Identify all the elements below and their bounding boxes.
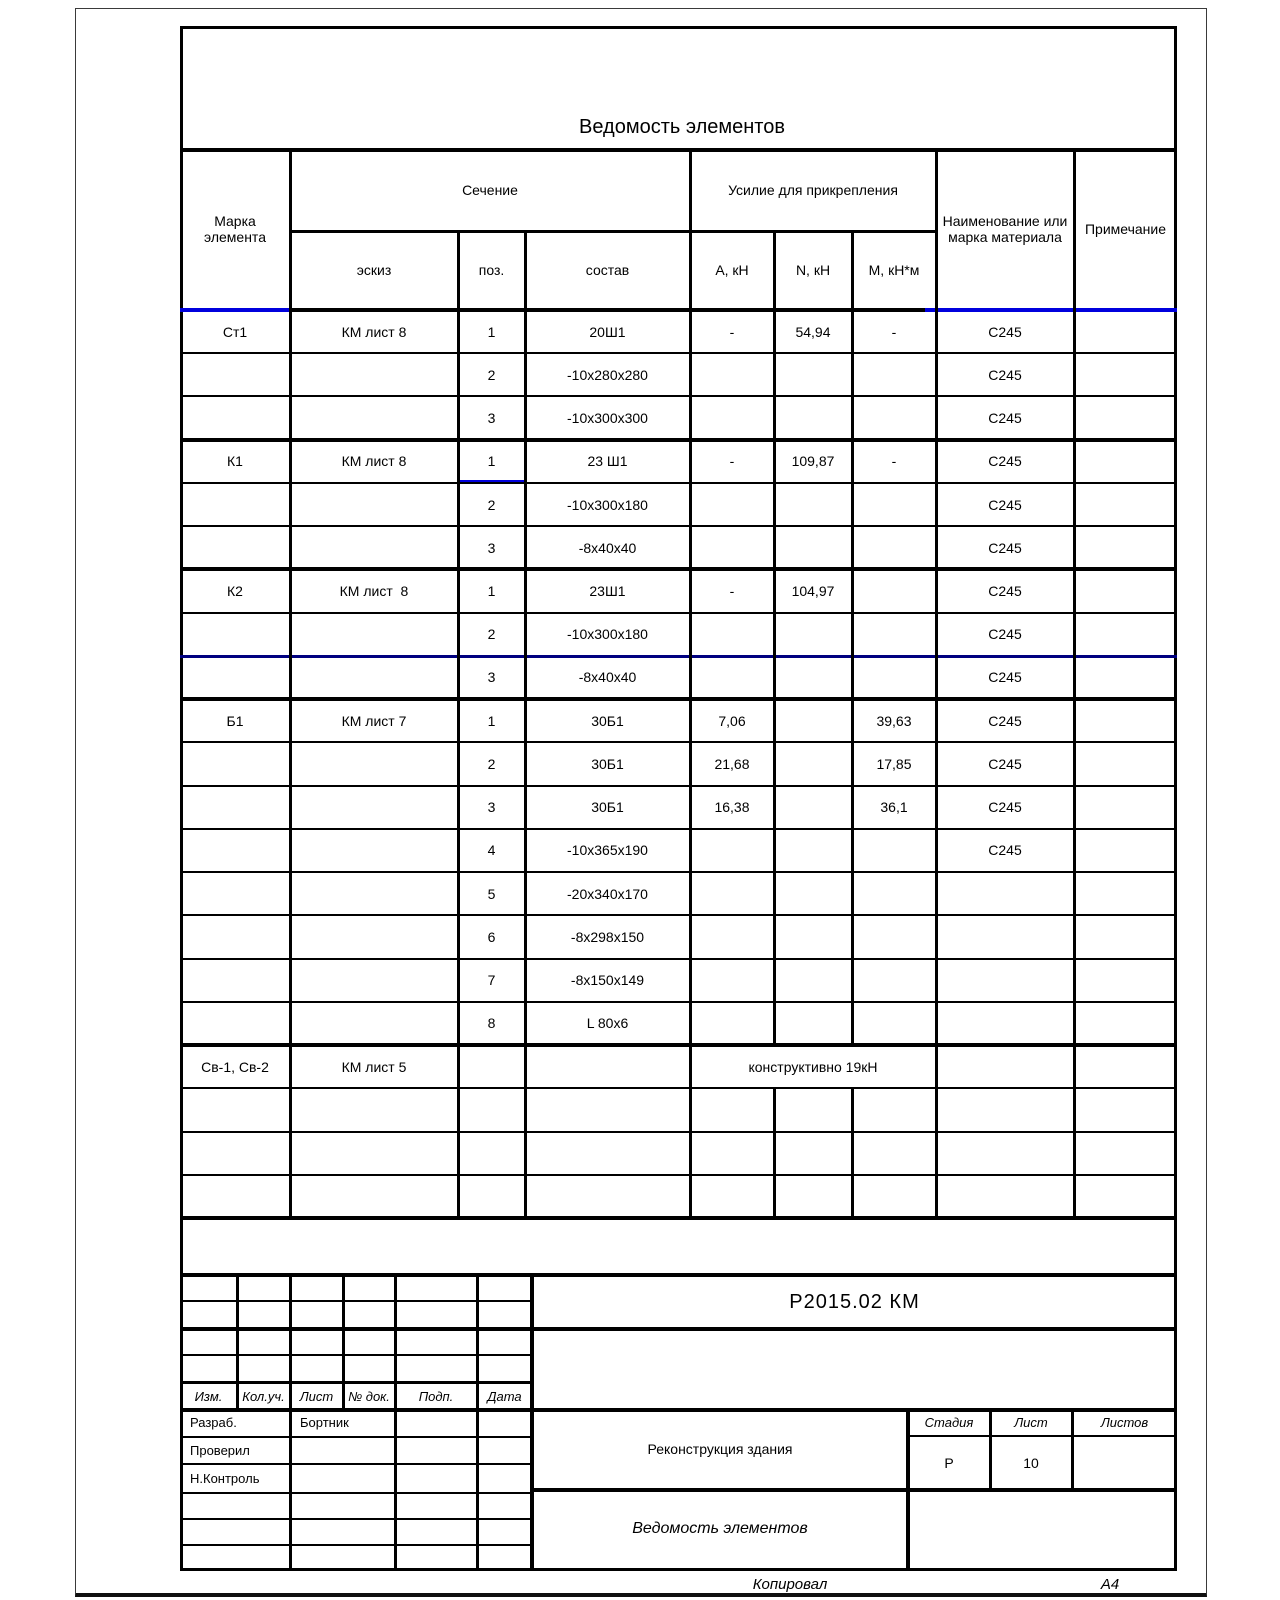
- table-title: Ведомость элементов: [579, 115, 785, 138]
- table-cell: -20х340х170: [567, 885, 648, 902]
- titleblock-label-izm: Изм.: [194, 1388, 223, 1404]
- titleblock-project-name: Реконструкция здания: [647, 1440, 793, 1457]
- header-force: Усилие для прикрепления: [728, 181, 898, 198]
- table-cell: С245: [988, 410, 1022, 427]
- titleblock-label-data: Дата: [487, 1388, 522, 1404]
- header-top-line: [180, 148, 1177, 152]
- table-cell: 1: [487, 582, 496, 599]
- table-cell: -10х300х300: [567, 410, 648, 427]
- table-cell: КМ лист 5: [341, 1058, 407, 1075]
- footer-format-label: А4: [1100, 1576, 1120, 1594]
- table-cell: 4: [487, 842, 496, 859]
- table-cell: -: [891, 323, 897, 340]
- footer-copied-label: Копировал: [752, 1576, 828, 1594]
- column-line: [773, 1088, 776, 1218]
- table-cell: 16,38: [714, 799, 750, 816]
- table-cell: 8: [487, 1015, 496, 1032]
- table-cell: 104,97: [791, 582, 835, 599]
- table-cell: 21,68: [714, 755, 750, 772]
- table-cell: КМ лист 8: [341, 453, 407, 470]
- table-cell: 1: [487, 323, 496, 340]
- table-cell: 23 Ш1: [587, 453, 628, 470]
- docnum-bottom-line: [180, 1327, 1177, 1331]
- header-sub-line: [290, 230, 936, 233]
- header-m: М, кН*м: [868, 261, 920, 278]
- table-cell: КМ лист 8: [339, 582, 409, 599]
- table-cell: -10х300х180: [567, 626, 648, 643]
- table-cell: С245: [988, 453, 1022, 470]
- table-cell: С245: [988, 799, 1022, 816]
- titleblock-label-kol: Кол.уч.: [242, 1388, 285, 1404]
- table-cell: 7,06: [718, 712, 746, 729]
- titleblock-line: [180, 1518, 532, 1520]
- table-cell: С245: [988, 582, 1022, 599]
- table-cell: 23Ш1: [589, 582, 626, 599]
- header-poz: поз.: [478, 261, 505, 278]
- revision-line: [180, 1354, 532, 1356]
- table-cell: К1: [227, 453, 243, 470]
- table-cell: 3: [487, 669, 496, 686]
- table-cell: С245: [988, 366, 1022, 383]
- table-cell: 2: [487, 366, 496, 383]
- table-cell: С245: [988, 539, 1022, 556]
- titleblock-label-ndoc: № док.: [348, 1388, 390, 1404]
- table-cell: 3: [487, 799, 496, 816]
- table-cell: -: [729, 582, 735, 599]
- column-line: [773, 232, 776, 1045]
- table-cell: 36,1: [880, 799, 908, 816]
- table-cell: 3: [487, 410, 496, 427]
- header-material: Наименование или марка материала: [942, 212, 1068, 245]
- table-cell: -8х298х150: [570, 928, 645, 945]
- table-cell: 5: [487, 885, 496, 902]
- table-cell: 30Б1: [591, 799, 624, 816]
- titleblock-label-listov: Листов: [1100, 1414, 1149, 1430]
- table-cell: 3: [487, 539, 496, 556]
- table-cell: 7: [487, 972, 496, 989]
- table-cell: КМ лист 7: [341, 712, 407, 729]
- titleblock-sheets-total: [1072, 1437, 1177, 1489]
- header-eskiz: эскиз: [356, 261, 392, 278]
- table-cell: L 80х6: [586, 1015, 629, 1032]
- table-cell: С245: [988, 712, 1022, 729]
- table-cell: 30Б1: [591, 755, 624, 772]
- table-cell: 30Б1: [591, 712, 624, 729]
- table-cell: С245: [988, 842, 1022, 859]
- table-cell: -10х300х180: [567, 496, 648, 513]
- table-cell: 2: [487, 755, 496, 772]
- table-bottom-line: [180, 1216, 1177, 1220]
- table-cell: К2: [227, 582, 243, 599]
- table-cell: С245: [988, 496, 1022, 513]
- cell-merged-force: конструктивно 19кН: [748, 1058, 878, 1075]
- titleblock-label-list: Лист: [299, 1388, 334, 1404]
- table-cell: 17,85: [876, 755, 912, 772]
- table-cell: -8х40х40: [578, 539, 637, 556]
- header-n: N, кН: [795, 261, 831, 278]
- titleblock-stage-value: Р: [944, 1454, 954, 1471]
- table-cell: 39,63: [876, 712, 912, 729]
- table-cell: -: [891, 453, 897, 470]
- revision-line: [180, 1381, 532, 1384]
- titleblock-role-proveril: Проверил: [190, 1443, 250, 1459]
- table-cell: -: [729, 323, 735, 340]
- table-cell: -8х40х40: [578, 669, 637, 686]
- titleblock-name-razrab: Бортник: [300, 1415, 349, 1431]
- table-cell: -: [729, 453, 735, 470]
- titleblock-column-line: [476, 1275, 479, 1571]
- titleblock-doc-number: Р2015.02 КМ: [789, 1290, 920, 1313]
- table-cell: 6: [487, 928, 496, 945]
- table-cell: 1: [487, 453, 496, 470]
- table-cell: С245: [988, 626, 1022, 643]
- table-cell: -10х365х190: [567, 842, 648, 859]
- table-cell: С245: [988, 669, 1022, 686]
- table-cell: -8х150х149: [570, 972, 645, 989]
- row-line: [180, 1131, 1177, 1133]
- column-line: [851, 232, 854, 1045]
- table-cell: -10х280х280: [567, 366, 648, 383]
- titleblock-role-razrab: Разраб.: [190, 1415, 237, 1431]
- column-line: [851, 1088, 854, 1218]
- table-cell: 2: [487, 496, 496, 513]
- table-cell: С245: [988, 755, 1022, 772]
- titleblock-label-list2: Лист: [1014, 1414, 1048, 1430]
- revision-line: [180, 1300, 532, 1302]
- table-cell: 1: [487, 712, 496, 729]
- table-cell: 2: [487, 626, 496, 643]
- header-marka: Марка элемента: [204, 212, 266, 245]
- table-cell: КМ лист 8: [341, 323, 407, 340]
- titleblock-label-stadia: Стадия: [924, 1414, 974, 1430]
- titleblock-sheet-number: 10: [1023, 1454, 1039, 1471]
- table-cell: Ст1: [222, 323, 248, 340]
- header-a: А, кН: [715, 261, 749, 278]
- table-cell: С245: [988, 323, 1022, 340]
- table-cell: Св-1, Св-2: [201, 1058, 269, 1075]
- table-cell: 20Ш1: [589, 323, 626, 340]
- row-line: [180, 1174, 1177, 1176]
- header-section: Сечение: [462, 181, 518, 198]
- header-sostav: состав: [585, 261, 630, 278]
- table-cell: 109,87: [791, 453, 835, 470]
- table-cell: Б1: [226, 712, 244, 729]
- column-line: [1073, 150, 1076, 1218]
- titleblock-line: [180, 1544, 532, 1546]
- header-note: Примечание: [1084, 220, 1167, 237]
- table-cell: 54,94: [795, 323, 831, 340]
- titleblock-role-nkontrol: Н.Контроль: [190, 1471, 260, 1487]
- titleblock-label-podp: Подп.: [418, 1388, 454, 1404]
- titleblock-sheet-name: Ведомость элементов: [632, 1520, 808, 1538]
